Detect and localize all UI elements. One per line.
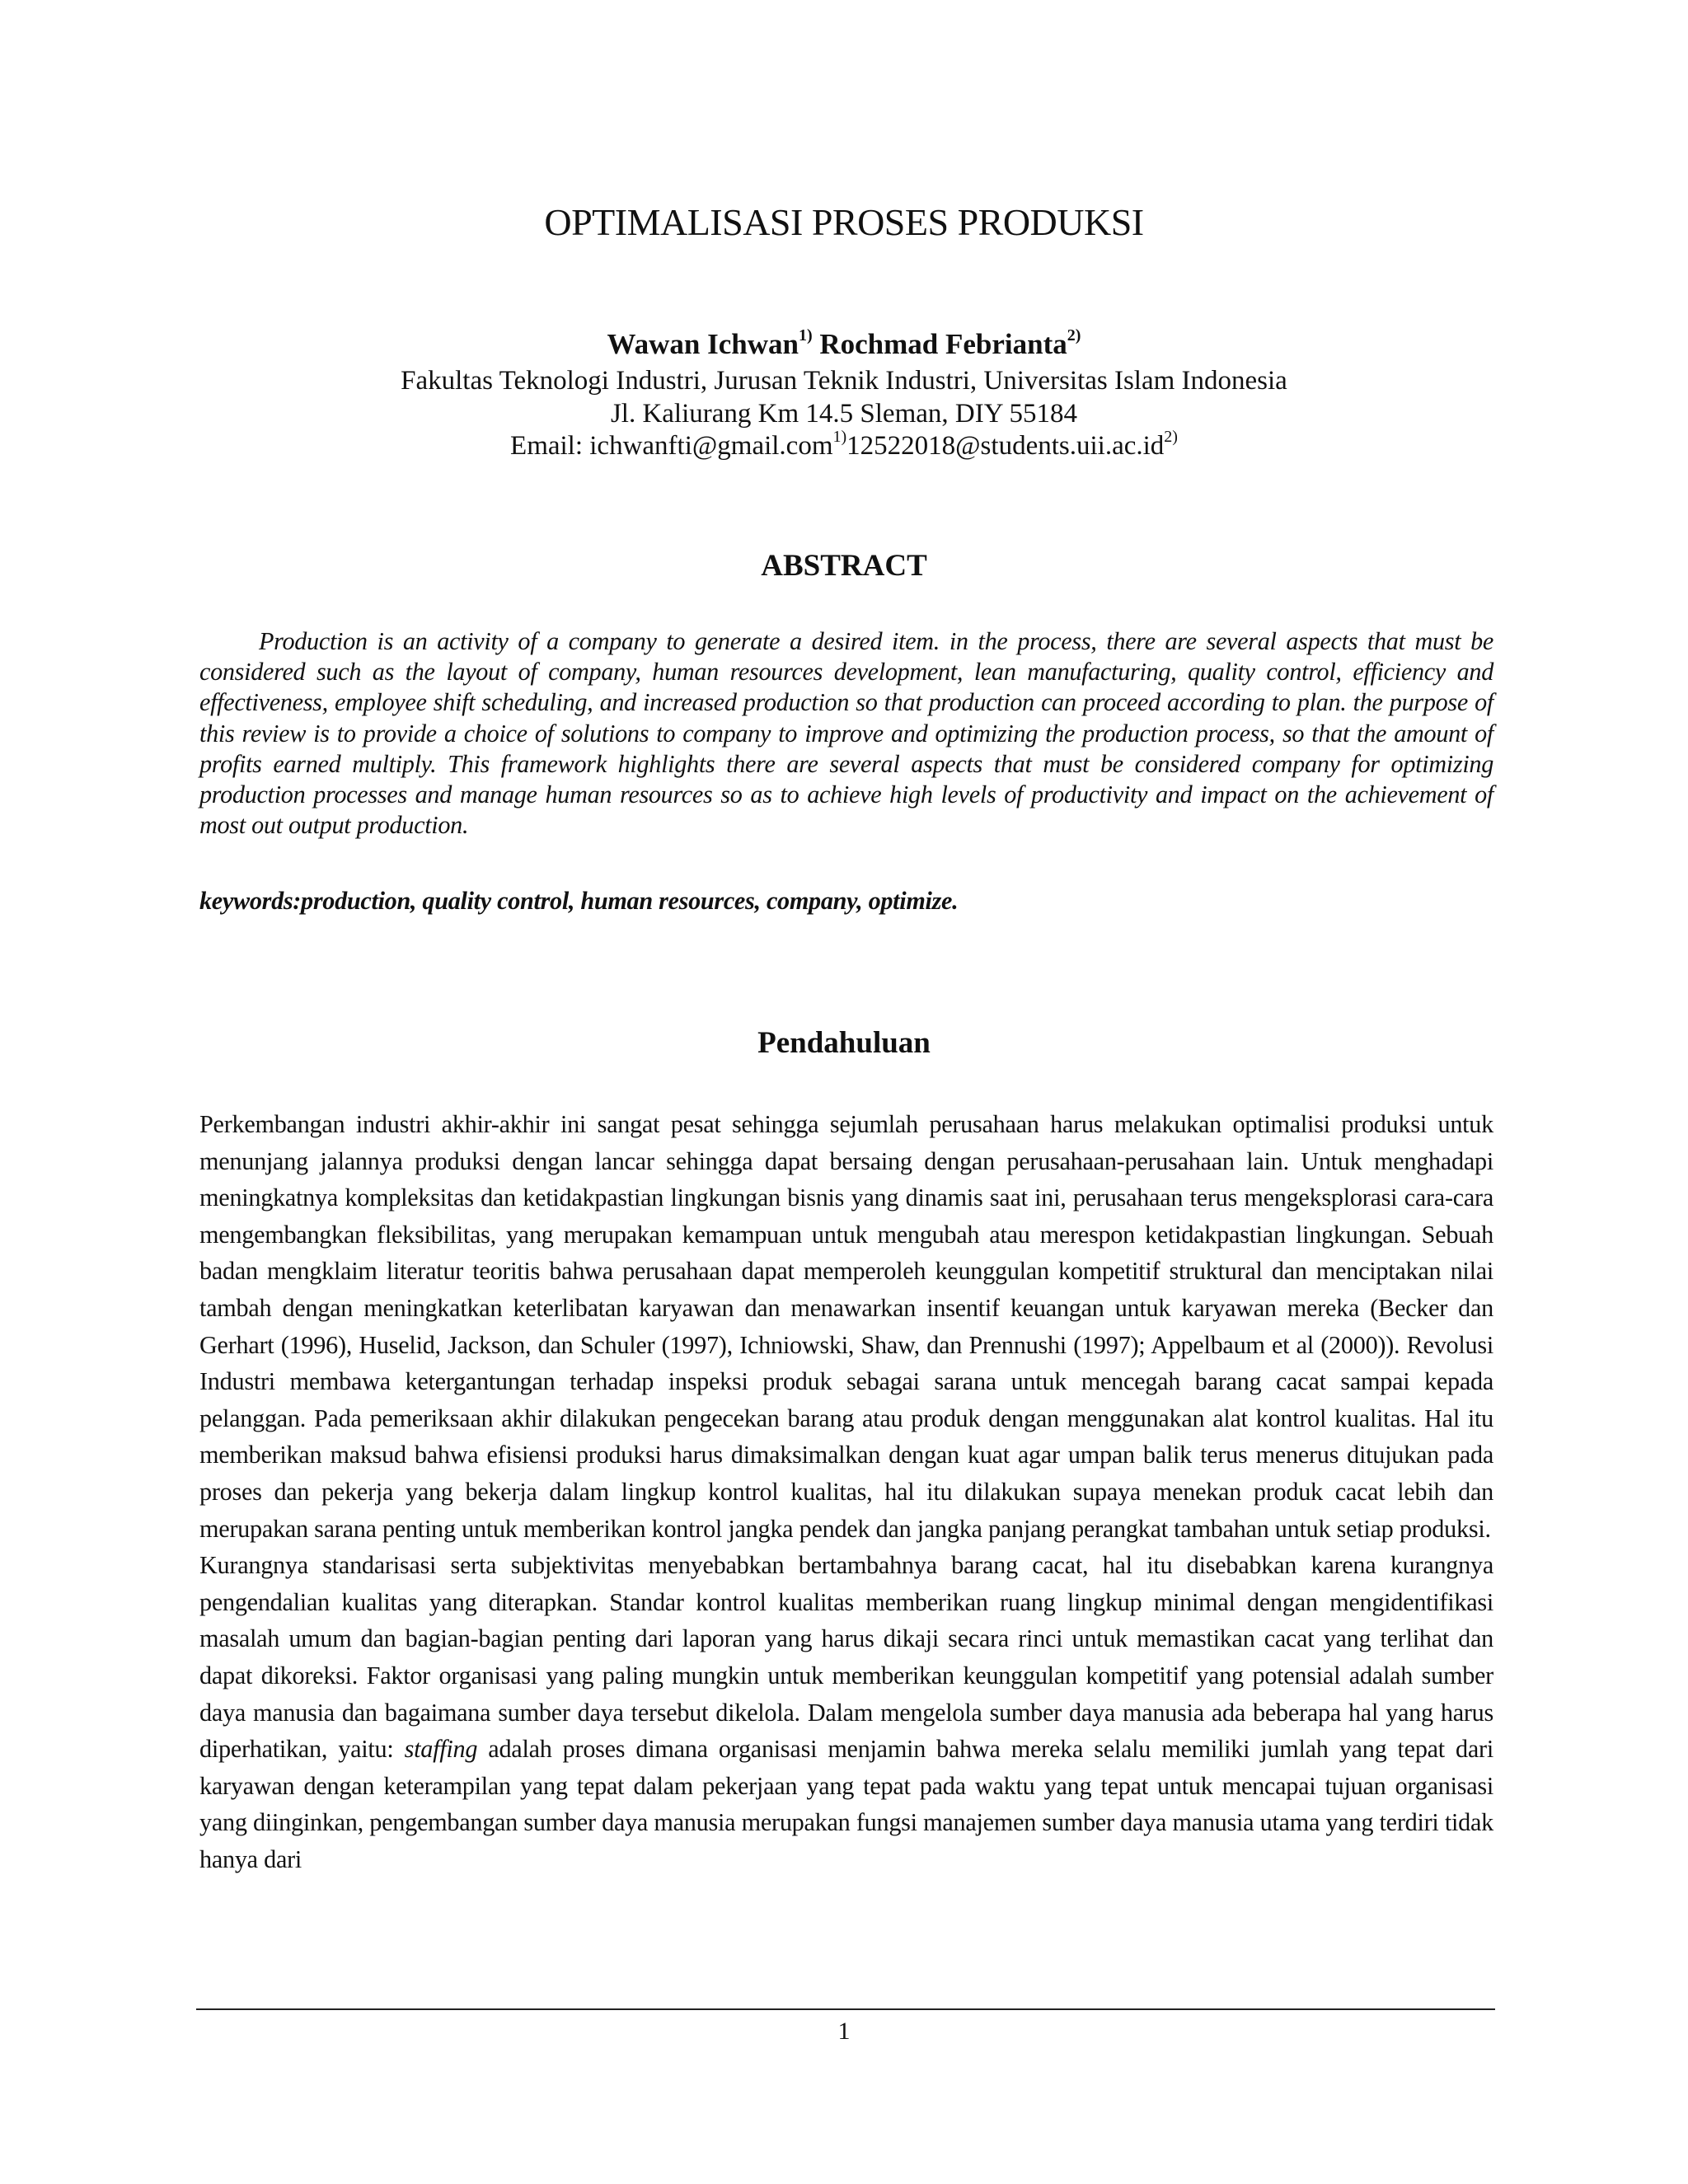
page-number: 1 (837, 2018, 851, 2045)
section-body (199, 1106, 1493, 1877)
footer-divider (196, 2008, 1495, 2010)
author-name-1: Wawan Ichwan (607, 328, 799, 360)
section-heading: Pendahuluan (757, 1026, 931, 1060)
email-1-reference: 1) (832, 428, 847, 446)
affiliation-institution: Fakultas Teknologi Industri, Jurusan Teknik Industri, Universitas Islam Indonesia (401, 366, 1287, 396)
body-paragraph-2 (199, 1547, 1493, 1877)
author-2-reference: 2) (1067, 326, 1081, 345)
abstract-heading: ABSTRACT (761, 549, 927, 583)
email-address-2: 12522018@students.uii.ac.id (846, 431, 1165, 461)
author-1-reference: 1) (798, 326, 813, 345)
body-paragraph-2-part-a: Kurangnya standarisasi serta subjektivitas menyebabkan bertambahnya barang cacat, hal itu disebabkan karena kurangnya pengendalian kualitas yang diterapkan. Standar kontrol kualitas memberikan ruang lingkup minimal dengan mengidentifikasi masalah umum dan bagian-bagian penting dari laporan yang harus dikaji secara rinci untuk memastikan cacat yang terlihat dan dapat dikoreksi. Faktor organisasi yang paling mungkin untuk memberikan keunggulan kompetitif yang potensial adalah sumber daya manusia dan bagaimana sumber daya tersebut dikelola. Dalam mengelola sumber daya manusia ada beberapa hal yang harus diperhatikan, yaitu: (199, 1551, 1493, 1764)
email-label: Email: (510, 431, 590, 461)
paper-title: OPTIMALISASI PROSES PRODUKSI (544, 201, 1144, 243)
body-paragraph-2-italic-term: staffing (404, 1735, 478, 1764)
email-2-reference: 2) (1164, 428, 1178, 446)
body-paragraph-2-part-b: adalah proses dimana organisasi menjamin bahwa mereka selalu memiliki jumlah yang tepat dari karyawan dengan keterampilan yang tepat dalam pekerjaan yang tepat pada waktu yang tepat untuk mencapai tujuan organisasi yang diinginkan, pengembangan sumber daya manusia merupakan fungsi manajemen sumber daya manusia utama yang terdiri tidak hanya dari (199, 1735, 1493, 1873)
affiliation-address: Jl. Kaliurang Km 14.5 Sleman, DIY 55184 (610, 399, 1078, 429)
abstract-text: Production is an activity of a company to generate a desired item. in the process, there are several aspects that must be considered such as the layout of company, human resources development, lean manufacturing, quality control, efficiency and effectiveness, employee shift scheduling, and increased production so that production can proceed according to plan. the purpose of this review is to provide a choice of solutions to company to improve and optimizing the production process, so that the amount of profits earned multiply. This framework highlights there are several aspects that must be considered company for optimizing production processes and manage human resources so as to achieve high levels of productivity and impact on the achievement of most out output production. (199, 627, 1493, 840)
author-line (0, 326, 1688, 363)
author-name-2: Rochmad Febrianta (819, 328, 1067, 360)
email-address-1: ichwanfti@gmail.com (589, 431, 833, 461)
affiliation-email-line (0, 429, 1688, 462)
body-paragraph-1: Perkembangan industri akhir-akhir ini sangat pesat sehingga sejumlah perusahaan harus melakukan optimalisi produksi untuk menunjang jalannya produksi dengan lancar sehingga dapat bersaing dengan perusahaan-perusahaan lain. Untuk menghadapi meningkatnya kompleksitas dan ketidakpastian lingkungan bisnis yang dinamis saat ini, perusahaan terus mengeksplorasi cara-cara mengembangkan fleksibilitas, yang merupakan kemampuan untuk mengubah atau merespon ketidakpastian lingkungan. Sebuah badan mengklaim literatur teoritis bahwa perusahaan dapat memperoleh keunggulan kompetitif struktural dan menciptakan nilai tambah dengan meningkatkan keterlibatan karyawan dan menawarkan insentif keuangan untuk karyawan mereka (Becker dan Gerhart (1996), Huselid, Jackson, dan Schuler (1997), Ichniowski, Shaw, dan Prennushi (1997); Appelbaum et al (2000)). Revolusi Industri membawa ketergantungan terhadap inspeksi produk sebagai sarana untuk mencegah barang cacat sampai kepada pelanggan. Pada pemeriksaan akhir dilakukan pengecekan barang atau produk dengan menggunakan alat kontrol kualitas. Hal itu memberikan maksud bahwa efisiensi produksi harus dimaksimalkan dengan kuat agar umpan balik terus menerus ditujukan pada proses dan pekerja yang bekerja dalam lingkup kontrol kualitas, hal itu dilakukan supaya menekan produk cacat lebih dan merupakan sarana penting untuk memberikan kontrol jangka pendek dan jangka panjang perangkat tambahan untuk setiap produksi. (199, 1110, 1493, 1543)
keywords-line: keywords:production, quality control, human resources, company, optimize. (199, 887, 959, 915)
